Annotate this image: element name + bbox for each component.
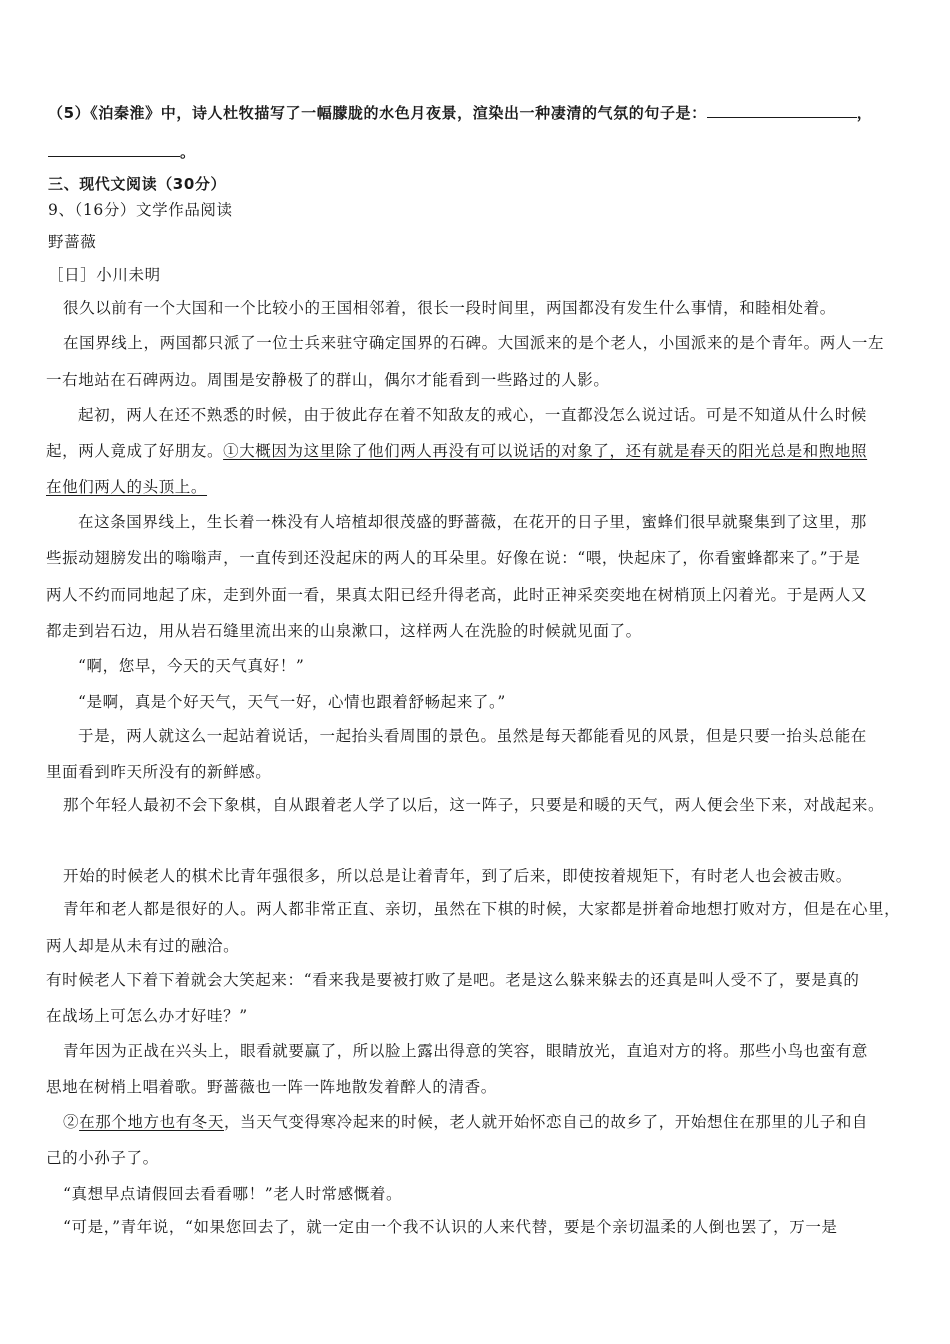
underlined-sentence-1-end: 在他们两人的头顶上。	[46, 478, 208, 496]
paragraph-text: ，当天气变得寒冷起来的时候，老人就开始怀恋自己的故乡了，开始想住在那里的儿子和自	[224, 1113, 869, 1131]
paragraph-line: 都走到岩石边，用从岩石缝里流出来的山泉漱口，这样两人在洗脸的时候就见面了。	[46, 622, 642, 640]
underlined-sentence-2: 在那个地方也有冬天	[79, 1113, 225, 1131]
underlined-sentence-1: ①大概因为这里除了他们两人再没有可以说话的对象了，还有就是春天的阳光总是和煦地照	[223, 442, 868, 460]
paragraph-line: 于是，两人就这么一起站着说话，一起抬头看周围的景色。虽然是每天都能看见的风景，但是只要一抬头总能在	[78, 727, 867, 745]
answer-blank-1[interactable]	[707, 103, 857, 118]
paragraph-line: 在战场上可怎么办才好哇？”	[46, 1007, 248, 1025]
paragraph-line: 很久以前有一个大国和一个比较小的王国相邻着，很长一段时间里，两国都没有发生什么事情，和睦相处着。	[63, 299, 836, 317]
circled-marker-2: ②	[63, 1113, 80, 1131]
question-5-period: 。	[180, 143, 196, 161]
paragraph-line: 思地在树梢上唱着歌。野蔷薇也一阵一阵地散发着醉人的清香。	[46, 1078, 497, 1096]
dialogue-line: “啊，您早，今天的天气真好！”	[78, 657, 305, 675]
paragraph-line: 在这条国界线上，生长着一株没有人培植却很茂盛的野蔷薇，在花开的日子里，蜜蜂们很早就聚集到了这里，那	[78, 513, 867, 531]
passage-author: ［日］小川未明	[48, 266, 161, 284]
question-5-comma: ，	[856, 104, 873, 122]
paragraph-line: 些振动翅膀发出的嗡嗡声，一直传到还没起床的两人的耳朵里。好像在说：“喂，快起床了，你看蜜蜂都来了。”于是	[46, 549, 861, 567]
dialogue-line: “是啊，真是个好天气，天气一好，心情也跟着舒畅起来了。”	[78, 693, 506, 711]
dialogue-line: “可是，”青年说，“如果您回去了，就一定由一个我不认识的人来代替，要是个亲切温柔的人倒也罢了，万一是	[63, 1218, 838, 1236]
paragraph-line: 有时候老人下着下着就会大笑起来：“看来我是要被打败了是吧。老是这么躲来躲去的还真是叫人受不了，要是真的	[46, 971, 860, 989]
question-9-label: 9、（16分）文学作品阅读	[48, 201, 233, 219]
paragraph-text: 起，两人竟成了好朋友。	[46, 442, 224, 460]
paragraph-line: 两人却是从未有过的融洽。	[46, 937, 240, 955]
paragraph-line: 青年和老人都是很好的人。两人都非常正直、亲切，虽然在下棋的时候，大家都是拼着命地想打败对方，但是在心里，	[63, 900, 901, 918]
paragraph-line	[63, 1112, 868, 1132]
dialogue-line: “真想早点请假回去看看哪！”老人时常感慨着。	[63, 1185, 403, 1203]
paragraph-line: 那个年轻人最初不会下象棋，自从跟着老人学了以后，这一阵子，只要是和暖的天气，两人便会坐下来，对战起来。	[63, 796, 885, 814]
paragraph-line: 里面看到昨天所没有的新鲜感。	[46, 763, 272, 781]
paragraph-line: 起初，两人在还不熟悉的时候，由于彼此存在着不知敌友的戒心，一直都没怎么说过话。可是不知道从什么时候	[78, 406, 867, 424]
question-5-prompt: （5）《泊秦淮》中，诗人杜牧描写了一幅朦胧的水色月夜景，渲染出一种凄清的气氛的句子是：	[48, 104, 707, 122]
paragraph-line: 开始的时候老人的棋术比青年强很多，所以总是让着青年，到了后来，即使按着规矩下，有时老人也会被击败。	[63, 867, 852, 885]
paragraph-line	[46, 441, 867, 461]
paragraph-line: 在国界线上，两国都只派了一位士兵来驻守确定国界的石碑。大国派来的是个老人，小国派来的是个青年。两人一左	[63, 334, 885, 352]
paragraph-line: 两人不约而同地起了床，走到外面一看，果真太阳已经升得老高，此时正神采奕奕地在树梢顶上闪着光。于是两人又	[46, 586, 868, 604]
question-5-line	[48, 103, 872, 123]
passage-title: 野蔷薇	[48, 233, 97, 251]
answer-blank-2[interactable]	[48, 142, 180, 157]
paragraph-line: 青年因为正战在兴头上，眼看就要赢了，所以脸上露出得意的笑容，眼睛放光，直追对方的将。那些小鸟也蛮有意	[63, 1042, 869, 1060]
paragraph-line: 一右地站在石碑两边。周围是安静极了的群山，偶尔才能看到一些路过的人影。	[46, 371, 610, 389]
paragraph-line: 己的小孙子了。	[46, 1149, 159, 1167]
section-heading: 三、现代文阅读（30分）	[48, 175, 227, 193]
question-5-line-2	[48, 142, 196, 162]
